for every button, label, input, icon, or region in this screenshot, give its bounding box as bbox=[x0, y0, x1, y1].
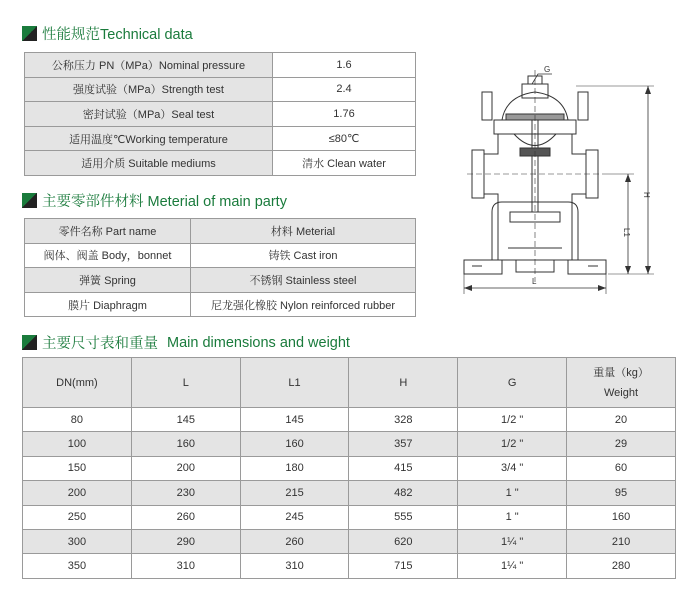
materials-title bbox=[22, 190, 287, 211]
technical-data-value: 清水 Clean water bbox=[273, 151, 416, 176]
dimensions-cell-dn: 300 bbox=[23, 529, 132, 553]
dimensions-title-en: Main dimensions and weight bbox=[167, 334, 350, 351]
drawing-label-h: H bbox=[642, 192, 651, 198]
dimensions-cell-dn: 350 bbox=[23, 554, 132, 578]
technical-data-label: 适用温度℃Working temperature bbox=[25, 126, 273, 151]
materials-title-text: 主要零部件材料 Meterial of main party bbox=[42, 194, 287, 210]
dimensions-cell-g: 1/2 " bbox=[458, 408, 567, 432]
section-marker-icon bbox=[22, 26, 37, 41]
weight-header-en: Weight bbox=[604, 386, 639, 399]
dimensions-cell-h: 415 bbox=[349, 456, 458, 480]
dimensions-row bbox=[23, 529, 676, 553]
dimensions-cell-dn: 80 bbox=[23, 408, 132, 432]
materials-header-material: 材料 Meterial bbox=[191, 219, 416, 244]
dimensions-cell-l: 290 bbox=[131, 529, 240, 553]
technical-data-value: 1.76 bbox=[273, 102, 416, 127]
dimensions-cell-weight: 160 bbox=[567, 505, 676, 529]
dimensions-cell-l1: 160 bbox=[240, 432, 349, 456]
section-marker-icon bbox=[22, 193, 37, 208]
technical-data-row bbox=[25, 151, 416, 176]
dimensions-row bbox=[23, 456, 676, 480]
materials-header-part: 零件名称 Part name bbox=[25, 219, 191, 244]
dimensions-cell-h: 357 bbox=[349, 432, 458, 456]
dimensions-cell-l1: 310 bbox=[240, 554, 349, 578]
technical-data-label: 强度试验（MPa）Strength test bbox=[25, 77, 273, 102]
dimensions-cell-g: 1 " bbox=[458, 505, 567, 529]
technical-data-value: 1.6 bbox=[273, 53, 416, 78]
dimensions-cell-g: 1 " bbox=[458, 481, 567, 505]
dimensions-cell-g: 1¼ " bbox=[458, 554, 567, 578]
dimensions-row bbox=[23, 432, 676, 456]
technical-data-row bbox=[25, 126, 416, 151]
dimensions-cell-l1: 260 bbox=[240, 529, 349, 553]
dimensions-header-l: L bbox=[131, 358, 240, 408]
dimensions-header-l1: L1 bbox=[240, 358, 349, 408]
dimensions-cell-l: 145 bbox=[131, 408, 240, 432]
dimensions-cell-h: 555 bbox=[349, 505, 458, 529]
dimensions-cell-l: 200 bbox=[131, 456, 240, 480]
dimensions-cell-weight: 95 bbox=[567, 481, 676, 505]
dimensions-cell-g: 1¼ " bbox=[458, 529, 567, 553]
dimensions-cell-dn: 150 bbox=[23, 456, 132, 480]
dimensions-cell-l1: 245 bbox=[240, 505, 349, 529]
dimensions-cell-weight: 210 bbox=[567, 529, 676, 553]
dimensions-table bbox=[22, 357, 676, 579]
technical-data-label: 适用介质 Suitable mediums bbox=[25, 151, 273, 176]
dimensions-cell-l1: 180 bbox=[240, 456, 349, 480]
dimensions-row bbox=[23, 505, 676, 529]
dimensions-cell-g: 3/4 " bbox=[458, 456, 567, 480]
dimensions-cell-weight: 280 bbox=[567, 554, 676, 578]
dimensions-cell-l: 260 bbox=[131, 505, 240, 529]
dimensions-row bbox=[23, 554, 676, 578]
dimensions-cell-dn: 100 bbox=[23, 432, 132, 456]
drawing-label-g: G bbox=[544, 65, 551, 74]
dimensions-cell-dn: 200 bbox=[23, 481, 132, 505]
dimensions-cell-dn: 250 bbox=[23, 505, 132, 529]
materials-row bbox=[25, 292, 416, 317]
dimensions-cell-l: 160 bbox=[131, 432, 240, 456]
technical-data-label: 密封试验（MPa）Seal test bbox=[25, 102, 273, 127]
dimensions-header-g: G bbox=[458, 358, 567, 408]
drawing-label-l: L bbox=[532, 277, 537, 286]
dimensions-cell-weight: 29 bbox=[567, 432, 676, 456]
technical-data-row bbox=[25, 102, 416, 127]
technical-data-row bbox=[25, 77, 416, 102]
materials-header-row bbox=[25, 219, 416, 244]
section-marker-icon bbox=[22, 335, 37, 350]
materials-row bbox=[25, 243, 416, 268]
dimensions-header-row bbox=[23, 358, 676, 408]
dimensions-cell-h: 715 bbox=[349, 554, 458, 578]
dimensions-title-cn: 主要尺寸表和重量 bbox=[42, 336, 158, 352]
dimensions-cell-g: 1/2 " bbox=[458, 432, 567, 456]
materials-material: 不锈钢 Stainless steel bbox=[191, 268, 416, 293]
weight-header-cn: 重量（kg） bbox=[593, 366, 649, 379]
dimensions-cell-h: 620 bbox=[349, 529, 458, 553]
valve-cross-section-drawing bbox=[458, 62, 658, 296]
materials-row bbox=[25, 268, 416, 293]
dimensions-cell-h: 482 bbox=[349, 481, 458, 505]
dimensions-header-h: H bbox=[349, 358, 458, 408]
materials-material: 尼龙强化橡胶 Nylon reinforced rubber bbox=[191, 292, 416, 317]
technical-data-label: 公称压力 PN（MPa）Nominal pressure bbox=[25, 53, 273, 78]
dimensions-row bbox=[23, 408, 676, 432]
materials-part: 弹簧 Spring bbox=[25, 268, 191, 293]
materials-part: 阀体、阀盖 Body，bonnet bbox=[25, 243, 191, 268]
dimensions-cell-l1: 145 bbox=[240, 408, 349, 432]
dimensions-row bbox=[23, 481, 676, 505]
dimensions-title bbox=[22, 332, 350, 353]
dimensions-cell-h: 328 bbox=[349, 408, 458, 432]
dimensions-header-weight bbox=[567, 358, 676, 408]
technical-data-title-text: 性能规范Technical data bbox=[42, 27, 193, 43]
technical-data-value: 2.4 bbox=[273, 77, 416, 102]
dimensions-header-dn: DN(mm) bbox=[23, 358, 132, 408]
dimensions-cell-l: 310 bbox=[131, 554, 240, 578]
technical-data-table bbox=[24, 52, 416, 176]
dimensions-cell-l1: 215 bbox=[240, 481, 349, 505]
technical-data-title bbox=[22, 23, 193, 44]
technical-data-value: ≤80℃ bbox=[273, 126, 416, 151]
drawing-label-l1: L1 bbox=[622, 228, 631, 237]
technical-data-row bbox=[25, 53, 416, 78]
materials-part: 膜片 Diaphragm bbox=[25, 292, 191, 317]
dimensions-cell-l: 230 bbox=[131, 481, 240, 505]
dimensions-cell-weight: 60 bbox=[567, 456, 676, 480]
materials-material: 铸铁 Cast iron bbox=[191, 243, 416, 268]
materials-table bbox=[24, 218, 416, 317]
dimensions-cell-weight: 20 bbox=[567, 408, 676, 432]
